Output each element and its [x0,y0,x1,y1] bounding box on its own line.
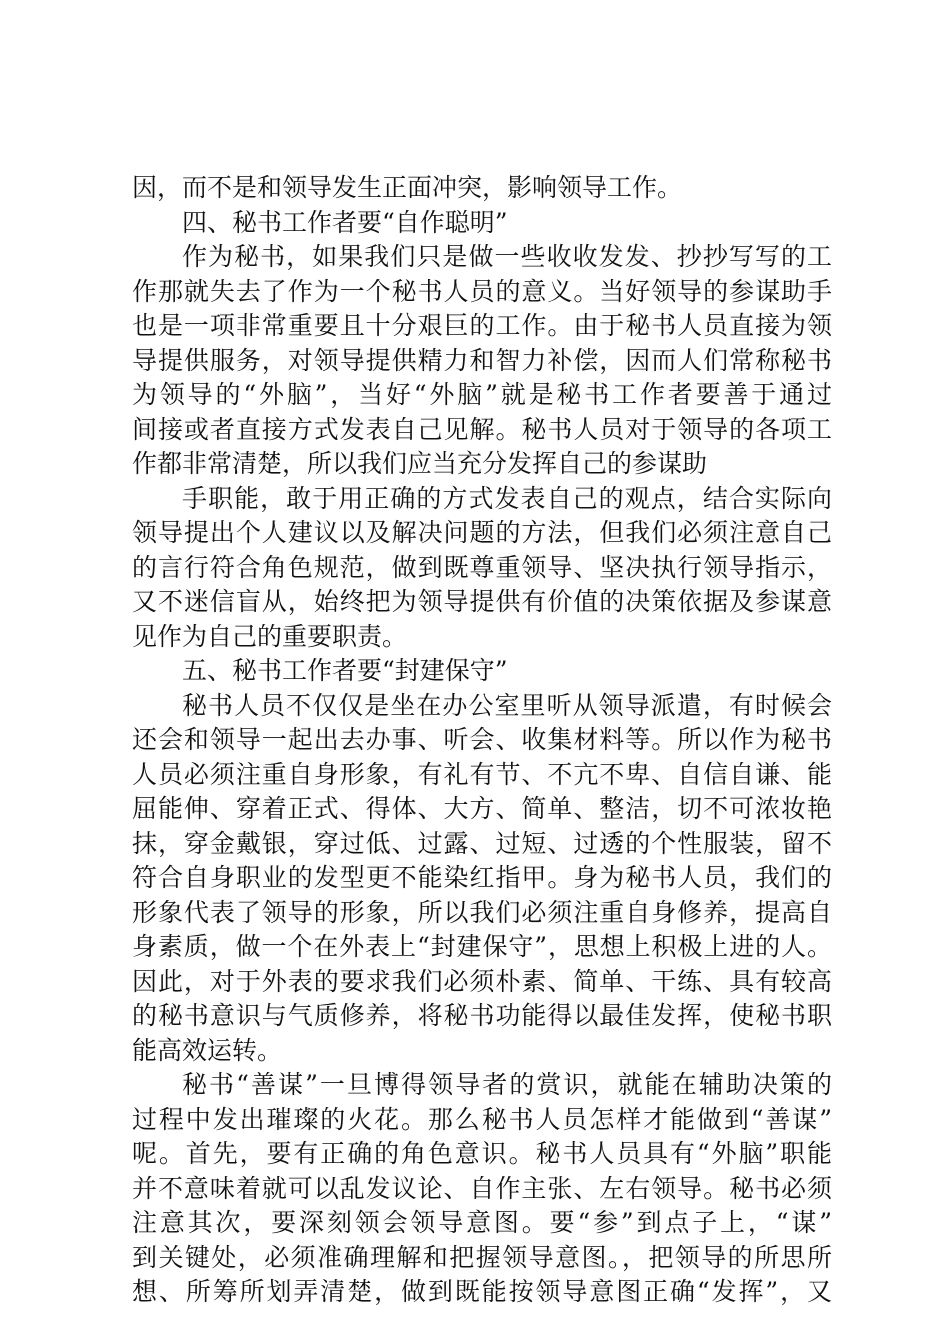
document-body [132,171,832,1310]
text-line: 想、所筹所划弄清楚，做到既能按领导意图正确“发挥”，又 [132,1277,832,1306]
text-line: 又不迷信盲从，始终把为领导提供有价值的决策依据及参谋意 [132,587,832,616]
text-line: 因此，对于外表的要求我们必须朴素、简单、干练、具有较高 [132,966,832,996]
section-heading: 四、秘书工作者要“自作聪明” [182,207,508,237]
text-line: 屈能伸、穿着正式、得体、大方、简单、整洁，切不可浓妆艳 [132,794,832,823]
text-line: 秘书人员不仅仅是坐在办公室里听从领导派遣，有时候会 [182,690,832,720]
text-line: 因，而不是和领导发生正面冲突，影响领导工作。 [132,173,683,202]
text-line: 注意其次，要深刻领会领导意图。要“参”到点子上，“谋” [132,1208,832,1237]
text-line: 还会和领导一起出去办事、听会、收集材料等。所以作为秘书 [132,725,832,754]
text-line: 形象代表了领导的形象，所以我们必须注重自身修养，提高自 [132,897,832,927]
text-line: 也是一项非常重要且十分艰巨的工作。由于秘书人员直接为领 [132,311,832,340]
text-line: 到关键处，必须准确理解和把握领导意图。，把领导的所思所 [132,1242,832,1272]
text-line: 的秘书意识与气质修养，将秘书功能得以最佳发挥，使秘书职 [132,1001,832,1030]
text-line: 作为秘书，如果我们只是做一些收收发发、抄抄写写的工 [182,242,832,271]
text-line: 作那就失去了作为一个秘书人员的意义。当好领导的参谋助手 [132,276,832,306]
text-line: 呢。首先，要有正确的角色意识。秘书人员具有“外脑”职能 [132,1139,832,1168]
text-line: 间接或者直接方式发表自己见解。秘书人员对于领导的各项工 [132,414,832,444]
text-line: 导提供服务，对领导提供精力和智力补偿，因而人们常称秘书 [132,345,832,375]
text-line: 过程中发出璀璨的火花。那么秘书人员怎样才能做到“善谋” [132,1104,832,1134]
text-line: 符合自身职业的发型更不能染红指甲。身为秘书人员，我们的 [132,863,832,892]
text-line: 人员必须注重自身形象，有礼有节、不亢不卑、自信自谦、能 [132,759,832,789]
text-line: 手职能，敢于用正确的方式发表自己的观点，结合实际向 [182,483,832,513]
section-heading: 五、秘书工作者要“封建保守” [182,656,508,685]
text-line: 抹，穿金戴银，穿过低、过露、过短、过透的个性服装，留不 [132,828,832,858]
text-line: 秘书“善谋”一旦博得领导者的赏识，就能在辅助决策的 [182,1070,832,1099]
text-line: 见作为自己的重要职责。 [132,621,408,651]
text-line: 能高效运转。 [132,1035,283,1065]
text-line: 作都非常清楚，所以我们应当充分发挥自己的参谋助 [132,449,708,478]
text-line: 并不意味着就可以乱发议论、自作主张、左右领导。秘书必须 [132,1173,832,1203]
text-line: 的言行符合角色规范，做到既尊重领导、坚决执行领导指示， [132,552,832,582]
text-line: 为领导的“外脑”，当好“外脑”就是秘书工作者要善于通过 [132,380,832,409]
text-line: 领导提出个人建议以及解决问题的方法，但我们必须注意自己 [132,518,832,547]
text-line: 身素质，做一个在外表上“封建保守”，思想上积极上进的人。 [132,932,832,961]
